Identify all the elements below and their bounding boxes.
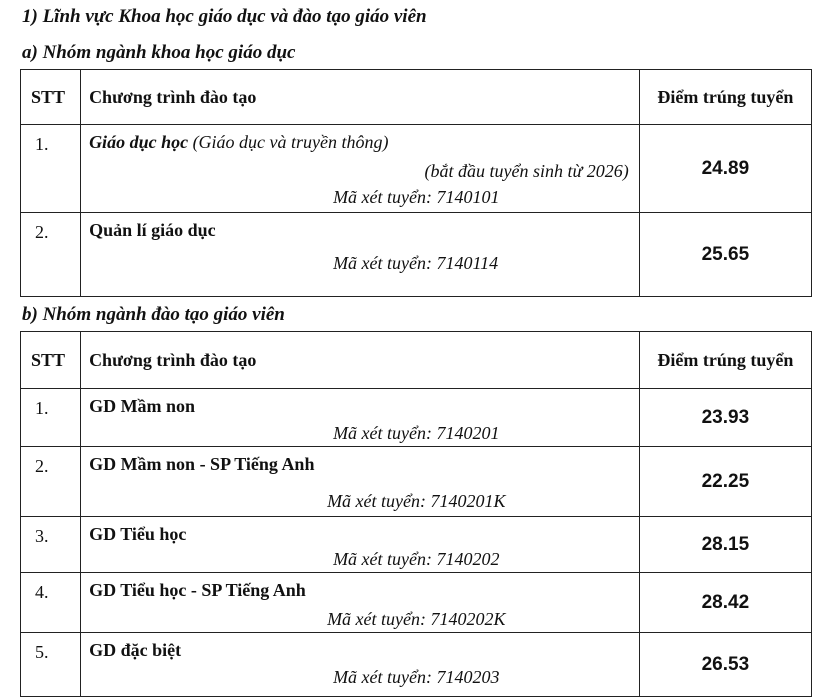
- section-heading: 1) Lĩnh vực Khoa học giáo dục và đào tạo giáo viên: [22, 6, 427, 27]
- row-stt: 1.: [35, 134, 49, 154]
- header-stt: STT: [21, 70, 81, 125]
- program-subtitle: (Giáo dục và truyền thông): [192, 132, 389, 152]
- program-name: GD Tiểu học - SP Tiếng Anh: [89, 580, 306, 600]
- row-stt: 5.: [35, 642, 49, 662]
- program-score: 22.25: [639, 447, 811, 517]
- program-name: GD Tiểu học: [89, 524, 187, 544]
- header-score: Điểm trúng tuyển: [639, 332, 811, 389]
- table-group-a: [20, 69, 812, 297]
- row-stt: 1.: [35, 398, 49, 418]
- table-row: [21, 389, 812, 447]
- table-row: [21, 125, 812, 213]
- table-row: [21, 633, 812, 697]
- table-row: [21, 517, 812, 573]
- program-code: Mã xét tuyển: 7140203: [333, 667, 500, 687]
- program-code: Mã xét tuyển: 7140201K: [327, 491, 506, 511]
- program-score: 28.42: [639, 573, 811, 633]
- program-score: 26.53: [639, 633, 811, 697]
- table-header-row: [21, 70, 812, 125]
- group-b-heading: b) Nhóm ngành đào tạo giáo viên: [22, 304, 285, 325]
- program-score: 25.65: [639, 213, 811, 297]
- program-code: Mã xét tuyển: 7140202: [333, 549, 500, 569]
- program-code: Mã xét tuyển: 7140201: [333, 423, 500, 443]
- program-score: 28.15: [639, 517, 811, 573]
- program-code: Mã xét tuyển: 7140114: [333, 253, 499, 273]
- table-row: [21, 447, 812, 517]
- program-code: Mã xét tuyển: 7140202K: [327, 609, 506, 629]
- row-stt: 2.: [35, 456, 49, 476]
- group-a-heading: a) Nhóm ngành khoa học giáo dục: [22, 42, 296, 63]
- program-name: GD đặc biệt: [89, 640, 182, 660]
- header-program: Chương trình đào tạo: [81, 332, 640, 389]
- program-score: 23.93: [639, 389, 811, 447]
- table-row: [21, 213, 812, 297]
- program-name: Giáo dục học (Giáo dục và truyền thông): [89, 132, 389, 152]
- row-stt: 3.: [35, 526, 49, 546]
- row-stt: 4.: [35, 582, 49, 602]
- program-name: Quản lí giáo dục: [89, 220, 216, 240]
- program-code: Mã xét tuyển: 7140101: [333, 187, 500, 207]
- header-score: Điểm trúng tuyển: [639, 70, 811, 125]
- header-program: Chương trình đào tạo: [81, 70, 640, 125]
- program-name: GD Mầm non - SP Tiếng Anh: [89, 454, 315, 474]
- header-stt: STT: [21, 332, 81, 389]
- row-stt: 2.: [35, 222, 49, 242]
- table-group-b: [20, 331, 812, 697]
- program-name: GD Mầm non: [89, 396, 196, 416]
- program-score: 24.89: [639, 125, 811, 213]
- table-header-row: [21, 332, 812, 389]
- table-row: [21, 573, 812, 633]
- program-note: (bắt đầu tuyển sinh từ 2026): [424, 161, 629, 181]
